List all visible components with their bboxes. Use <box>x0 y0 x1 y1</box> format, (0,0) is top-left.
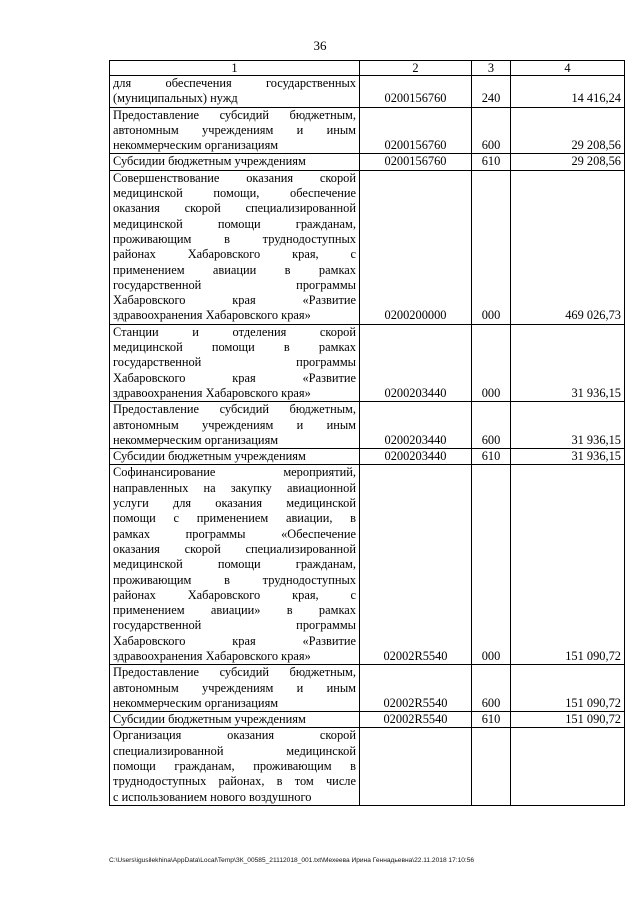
row-amount: 29 208,56 <box>511 107 625 154</box>
description-line: Станции и отделения скорой <box>113 324 356 339</box>
row-expense-type: 610 <box>472 449 511 465</box>
row-description <box>110 665 360 712</box>
row-expense-type: 240 <box>472 76 511 108</box>
description-line: оказания скорой специализированной <box>113 201 356 216</box>
description-line: медицинской помощи, обеспечение <box>113 186 356 201</box>
description-line: применением авиации в рамках <box>113 262 356 277</box>
row-target-code: 0200156760 <box>360 107 472 154</box>
description-line: государственной программы <box>113 277 356 292</box>
description-line: рамках программы «Обеспечение <box>113 526 356 541</box>
page-number: 36 <box>313 38 327 53</box>
row-amount <box>511 728 625 805</box>
row-target-code <box>360 728 472 805</box>
row-amount: 151 090,72 <box>511 465 625 665</box>
description-line: оказания скорой специализированной <box>113 541 356 556</box>
row-description <box>110 76 360 108</box>
footer-file-path: C:\Users\igusilekhina\AppData\Local\Temp\ЗК_00585_21112018_001.txt\Мехеева Ирина Геннадьевна\22.11.2018 17:10:56 <box>109 857 475 864</box>
description-line: автономным учреждениям и иным <box>113 122 356 137</box>
header-col-1: 1 <box>110 61 360 76</box>
table-row <box>110 76 625 108</box>
row-expense-type: 610 <box>472 154 511 170</box>
description-line: Организация оказания скорой <box>113 728 356 743</box>
description-line: Субсидии бюджетным учреждениям <box>113 154 306 169</box>
description-line: районах Хабаровского края, с <box>113 587 356 602</box>
description-line: Хабаровского края «Развитие <box>113 293 356 308</box>
row-expense-type: 610 <box>472 712 511 728</box>
header-col-4: 4 <box>511 61 625 76</box>
description-line: специализированной медицинской <box>113 743 356 758</box>
description-line: услуги для оказания медицинской <box>113 496 356 511</box>
description-line: Предоставление субсидий бюджетным, <box>113 665 356 680</box>
table-row <box>110 154 625 170</box>
row-expense-type: 000 <box>472 170 511 324</box>
row-target-code: 02002R5540 <box>360 465 472 665</box>
row-expense-type: 600 <box>472 665 511 712</box>
row-target-code: 0200203440 <box>360 402 472 449</box>
row-description <box>110 712 360 728</box>
description-line: автономным учреждениям и иным <box>113 417 356 432</box>
row-amount: 469 026,73 <box>511 170 625 324</box>
row-description <box>110 154 360 170</box>
row-target-code: 0200156760 <box>360 154 472 170</box>
description-line: Предоставление субсидий бюджетным, <box>113 402 356 417</box>
row-target-code: 0200200000 <box>360 170 472 324</box>
table-row <box>110 170 625 324</box>
row-description <box>110 324 360 401</box>
row-expense-type: 000 <box>472 324 511 401</box>
description-line: медицинской помощи гражданам, <box>113 557 356 572</box>
description-line: некоммерческим организациям <box>113 138 279 153</box>
row-target-code: 0200203440 <box>360 449 472 465</box>
description-line: Предоставление субсидий бюджетным, <box>113 107 356 122</box>
description-line: для обеспечения государственных <box>113 76 356 90</box>
row-expense-type: 600 <box>472 107 511 154</box>
description-line: Софинансирование мероприятий, <box>113 465 356 480</box>
row-target-code: 02002R5540 <box>360 712 472 728</box>
table-row <box>110 449 625 465</box>
row-expense-type <box>472 728 511 805</box>
table-row <box>110 665 625 712</box>
description-line: государственной программы <box>113 618 356 633</box>
row-description <box>110 465 360 665</box>
description-line: медицинской помощи гражданам, <box>113 216 356 231</box>
description-line: государственной программы <box>113 355 356 370</box>
row-description <box>110 449 360 465</box>
row-description <box>110 402 360 449</box>
description-line: Хабаровского края «Развитие <box>113 370 356 385</box>
description-line: применением авиации» в рамках <box>113 603 356 618</box>
description-line: проживающим в труднодоступных <box>113 231 356 246</box>
header-col-3: 3 <box>472 61 511 76</box>
description-line: некоммерческим организациям <box>113 432 279 447</box>
description-line: автономным учреждениям и иным <box>113 680 356 695</box>
description-line: районах Хабаровского края, с <box>113 247 356 262</box>
table-row <box>110 107 625 154</box>
description-line: некоммерческим организациям <box>113 695 279 710</box>
row-amount: 151 090,72 <box>511 712 625 728</box>
table-row <box>110 712 625 728</box>
description-line: Субсидии бюджетным учреждениям <box>113 712 306 727</box>
row-target-code: 02002R5540 <box>360 665 472 712</box>
row-target-code: 0200156760 <box>360 76 472 108</box>
row-amount: 31 936,15 <box>511 402 625 449</box>
description-line: (муниципальных) нужд <box>113 91 238 106</box>
table-row <box>110 728 625 805</box>
description-line: с использованием нового воздушного <box>113 789 312 804</box>
table-row <box>110 465 625 665</box>
description-line: здравоохранения Хабаровского края» <box>113 308 311 323</box>
table-row <box>110 324 625 401</box>
row-amount: 31 936,15 <box>511 449 625 465</box>
row-amount: 14 416,24 <box>511 76 625 108</box>
description-line: помощи с применением авиации, в <box>113 511 356 526</box>
description-line: медицинской помощи в рамках <box>113 340 356 355</box>
table-row <box>110 402 625 449</box>
row-description <box>110 728 360 805</box>
description-line: проживающим в труднодоступных <box>113 572 356 587</box>
description-line: направленных на закупку авиационной <box>113 480 356 495</box>
description-line: здравоохранения Хабаровского края» <box>113 648 311 663</box>
description-line: Совершенствование оказания скорой <box>113 170 356 185</box>
budget-table <box>109 60 625 806</box>
row-description <box>110 107 360 154</box>
row-amount: 31 936,15 <box>511 324 625 401</box>
row-description <box>110 170 360 324</box>
row-amount: 151 090,72 <box>511 665 625 712</box>
description-line: Субсидии бюджетным учреждениям <box>113 449 306 464</box>
description-line: здравоохранения Хабаровского края» <box>113 385 311 400</box>
description-line: Хабаровского края «Развитие <box>113 633 356 648</box>
description-line: помощи гражданам, проживающим в <box>113 759 356 774</box>
table-header-row <box>110 61 625 76</box>
row-expense-type: 000 <box>472 465 511 665</box>
row-expense-type: 600 <box>472 402 511 449</box>
description-line: труднодоступных районах, в том числе <box>113 774 356 789</box>
row-amount: 29 208,56 <box>511 154 625 170</box>
row-target-code: 0200203440 <box>360 324 472 401</box>
header-col-2: 2 <box>360 61 472 76</box>
